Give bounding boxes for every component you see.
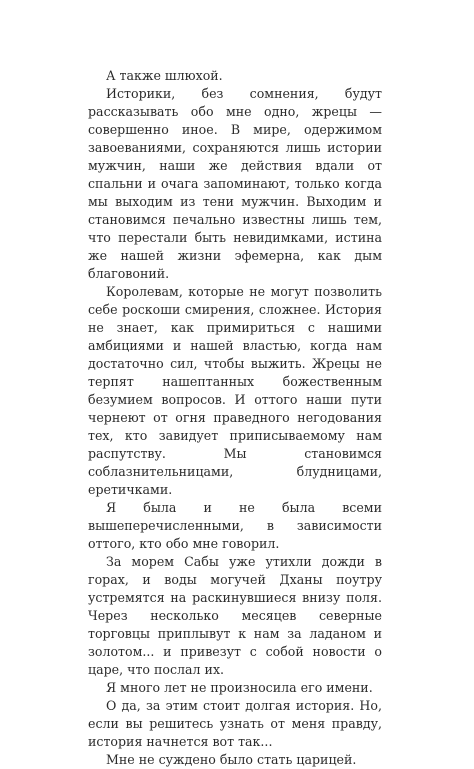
paragraph-2: Историки, без сомнения, будут рассказывать обо мне одно, жрецы — совершенно иное. В мире, одержимом завоеваниями, сохраняются лишь истории мужчин, наши же действия вдали от спальни и очага запоминают, только когда мы выходим из тени мужчин. Выходим и становимся печально известны лишь тем, что перестали быть невидимками, истина же нашей жизни эфемерна, как дым благовоний. <box>88 86 382 281</box>
paragraph-6: Я много лет не произносила его имени. <box>106 680 373 695</box>
paragraph-1: А также шлюхой. <box>106 68 223 83</box>
paragraph-4: Я была и не была всеми вышеперечисленными, в зависимости оттого, кто обо мне говорил. <box>88 500 382 551</box>
paragraph-3: Королевам, которые не могут позволить себе роскоши смирения, сложнее. История не знает, как примириться с нашими амбициями и нашей властью, когда нам достаточно сил, чтобы выжить. Жрецы не терпят нашептанных божественным безумием вопросов. И оттого наши пути чернеют от огня праведного негодования тех, кто завидует приписываемому нам распутству. Мы становимся соблазнительницами, блудницами, еретичками. <box>88 284 382 497</box>
paragraph-7: О да, за этим стоит долгая история. Но, если вы решитесь узнать от меня правду, история начнется вот так... <box>88 698 382 749</box>
book-page-text <box>88 67 382 769</box>
paragraph-5: За морем Сабы уже утихли дожди в горах, и воды могучей Дханы поутру устремятся на раскинувшиеся внизу поля. Через несколько месяцев северные торговцы приплывут к нам за ладаном и золотом... и привезут с собой новости о царе, что послал их. <box>88 554 382 677</box>
paragraph-8: Мне не суждено было стать царицей. <box>106 752 357 767</box>
